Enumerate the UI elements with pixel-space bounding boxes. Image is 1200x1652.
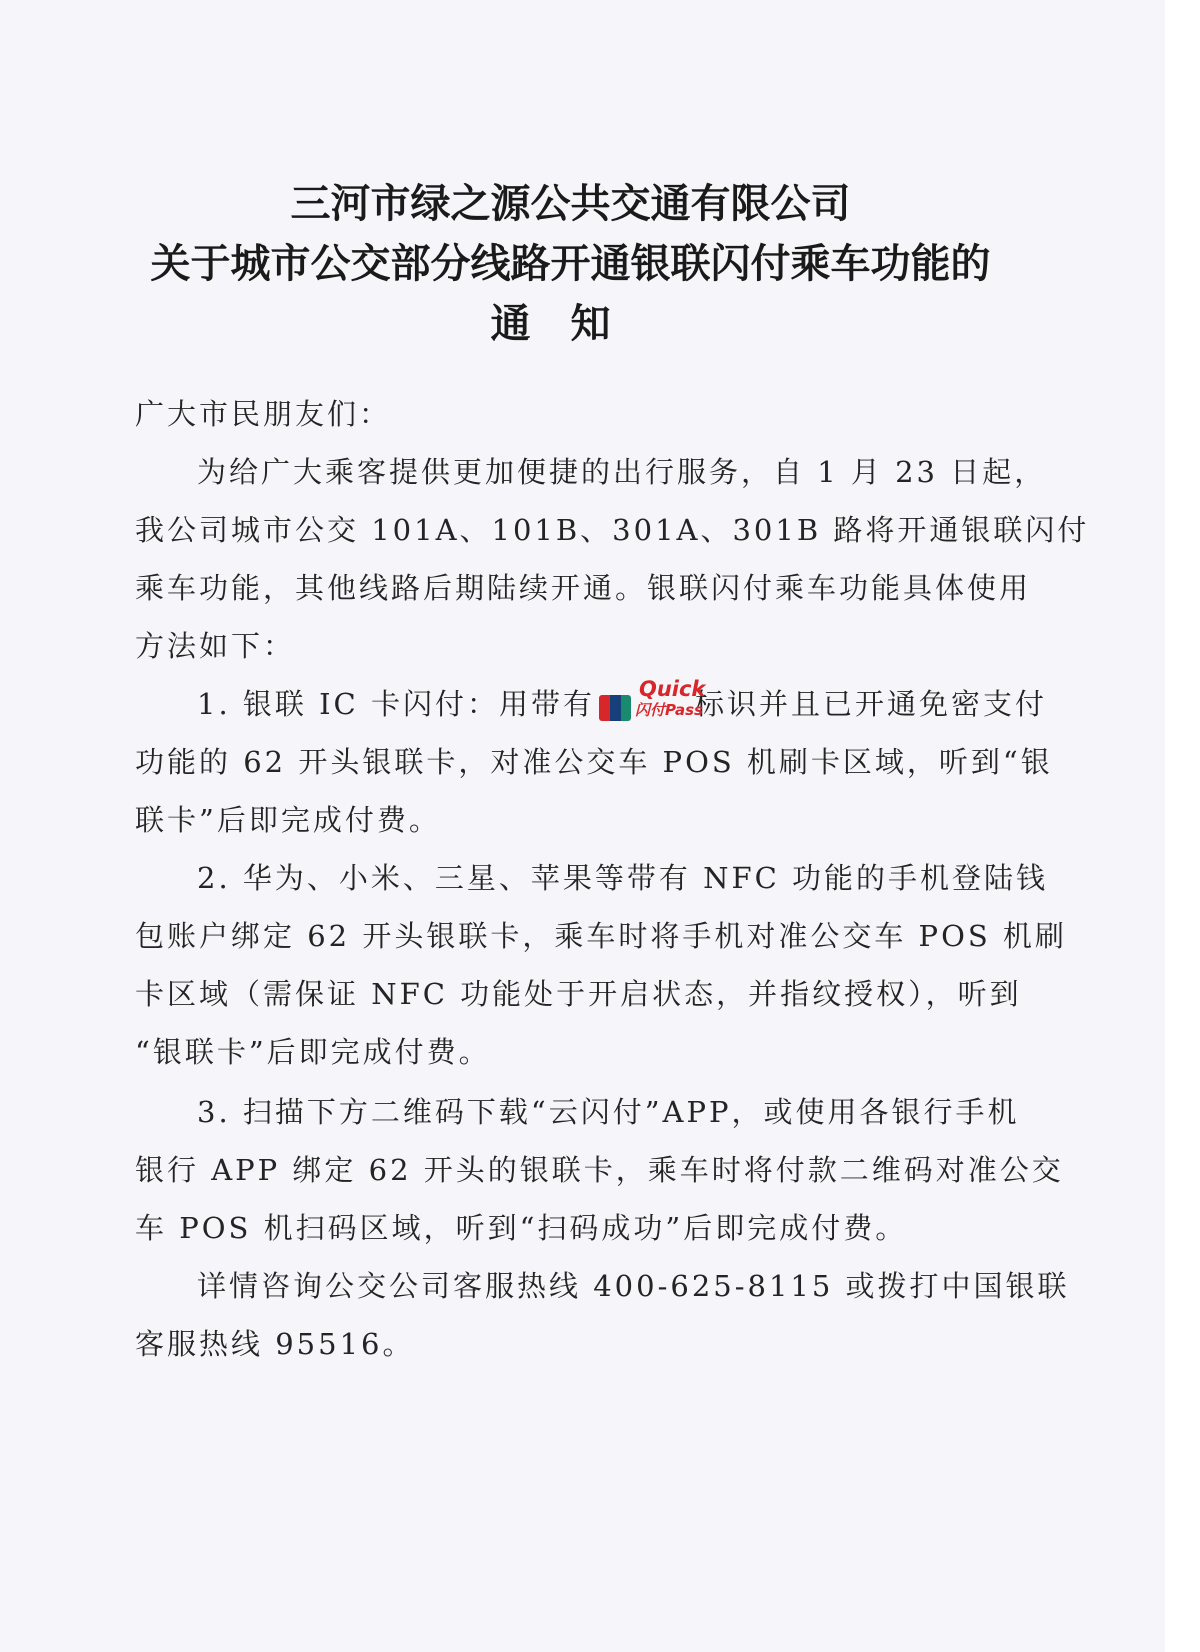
paragraph-line: 乘车功能，其他线路后期陆续开通。银联闪付乘车功能具体使用 [135, 571, 1032, 605]
item1-first-line [197, 677, 1072, 727]
paragraph-line: 功能的 62 开头银联卡，对准公交车 POS 机刷卡区域，听到“银 [135, 745, 1053, 779]
title-notice: 通知 [490, 301, 651, 347]
item1-suffix: 标识并且已开通免密支付 [694, 687, 1047, 721]
quickpass-logo-subtext: 闪付Pass [634, 701, 703, 719]
paragraph-line: 包账户绑定 62 开头银联卡，乘车时将手机对准公交车 POS 机刷 [135, 919, 1067, 953]
unionpay-card-icon [599, 695, 631, 721]
paragraph-line: 银行 APP 绑定 62 开头的银联卡，乘车时将付款二维码对准公交 [135, 1153, 1064, 1187]
paragraph-line: 车 POS 机扫码区域，听到“扫码成功”后即完成付费。 [135, 1211, 908, 1245]
title-subject: 关于城市公交部分线路开通银联闪付乘车功能的 [150, 241, 991, 287]
item1-prefix: 1. 银联 IC 卡闪付：用带有 [197, 687, 595, 721]
scan-edge [1165, 0, 1200, 1652]
paragraph-line: 卡区域（需保证 NFC 功能处于开启状态，并指纹授权），听到 [135, 977, 1022, 1011]
quickpass-logo-text: Quick [638, 677, 706, 701]
paragraph-line: “银联卡”后即完成付费。 [135, 1035, 491, 1069]
paragraph-line: 联卡”后即完成付费。 [135, 803, 441, 837]
paragraph-line: 2. 华为、小米、三星、苹果等带有 NFC 功能的手机登陆钱 [197, 861, 1049, 895]
paragraph-line: 我公司城市公交 101A、101B、301A、301B 路将开通银联闪付 [135, 513, 1090, 547]
paragraph-line: 详情咨询公交公司客服热线 400-625-8115 或拨打中国银联 [197, 1269, 1070, 1303]
title-company: 三河市绿之源公共交通有限公司 [290, 181, 851, 227]
paragraph-line: 客服热线 95516。 [135, 1327, 415, 1361]
paragraph-line: 为给广大乘客提供更加便捷的出行服务，自 1 月 23 日起， [197, 455, 1047, 489]
quickpass-logo [599, 677, 706, 723]
paragraph-line: 方法如下： [135, 629, 296, 663]
salutation: 广大市民朋友们： [135, 397, 392, 431]
paragraph-line: 3. 扫描下方二维码下载“云闪付”APP，或使用各银行手机 [197, 1095, 1020, 1129]
